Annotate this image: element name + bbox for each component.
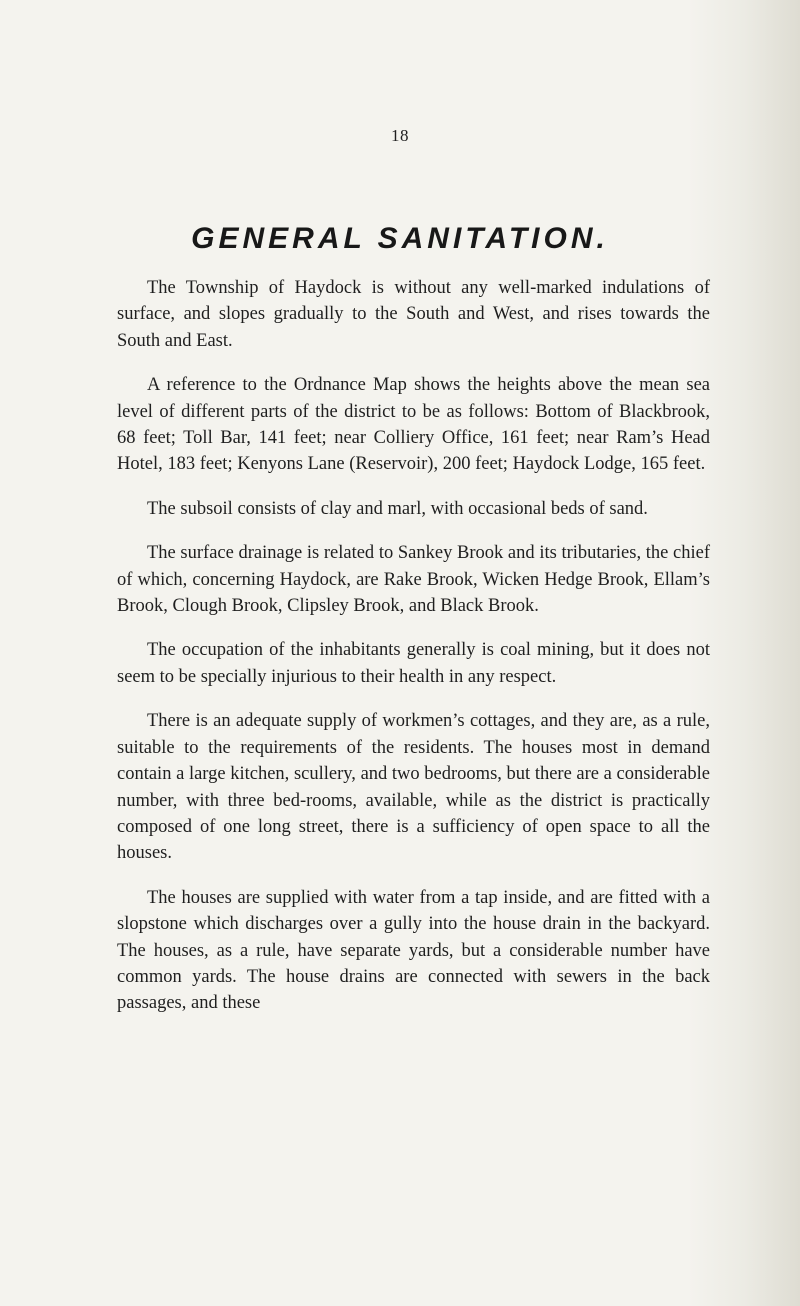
paragraph-water-supply: The houses are supplied with water from a tap inside, and are fitted with a slopstone which discharges over a gully into the house drain in the backyard. The houses, as a rule, have separate yards, but a considerable number have common yards. The house drains are connected with sewers in the back passages, and these [117,887,710,1014]
paragraph-terrain: The Township of Haydock is without any well-marked indulations of surface, and slopes gradually to the South and West, and rises towards the South and East. [117,278,710,351]
body-text [117,275,710,1035]
paragraph-heights: A reference to the Ordnance Map shows the heights above the mean sea level of different parts of the district to be as follows: Bottom of Blackbrook, 68 feet; Toll Bar, 141 feet; near Colliery Office, 161 feet; near Ram’s Head Hotel, 183 feet; Kenyons Lane (Reservoir), 200 feet; Haydock Lodge, 165 feet. [117,375,710,475]
paragraph-housing: There is an adequate supply of workmen’s cottages, and they are, as a rule, suitable to the requirements of the residents. The houses most in demand contain a large kitchen, scullery, and two bedrooms, but there are a considerable number, with three bed-rooms, available, while as the district is practically composed of one long street, there is a sufficiency of open space to all the houses. [117,711,710,864]
paragraph-subsoil: The subsoil consists of clay and marl, with occasional beds of sand. [147,498,648,519]
page-title: GENERAL SANITATION. [191,222,609,255]
page-number: 18 [391,126,409,145]
paragraph-drainage: The surface drainage is related to Sankey Brook and its tributaries, the chief of which, concerning Haydock, are Rake Brook, Wicken Hedge Brook, Ellam’s Brook, Clough Brook, Clipsley Brook, and Black Brook. [117,543,710,617]
paragraph-occupation: The occupation of the inhabitants generally is coal mining, but it does not seem to be specially injurious to their health in any respect. [117,640,710,687]
